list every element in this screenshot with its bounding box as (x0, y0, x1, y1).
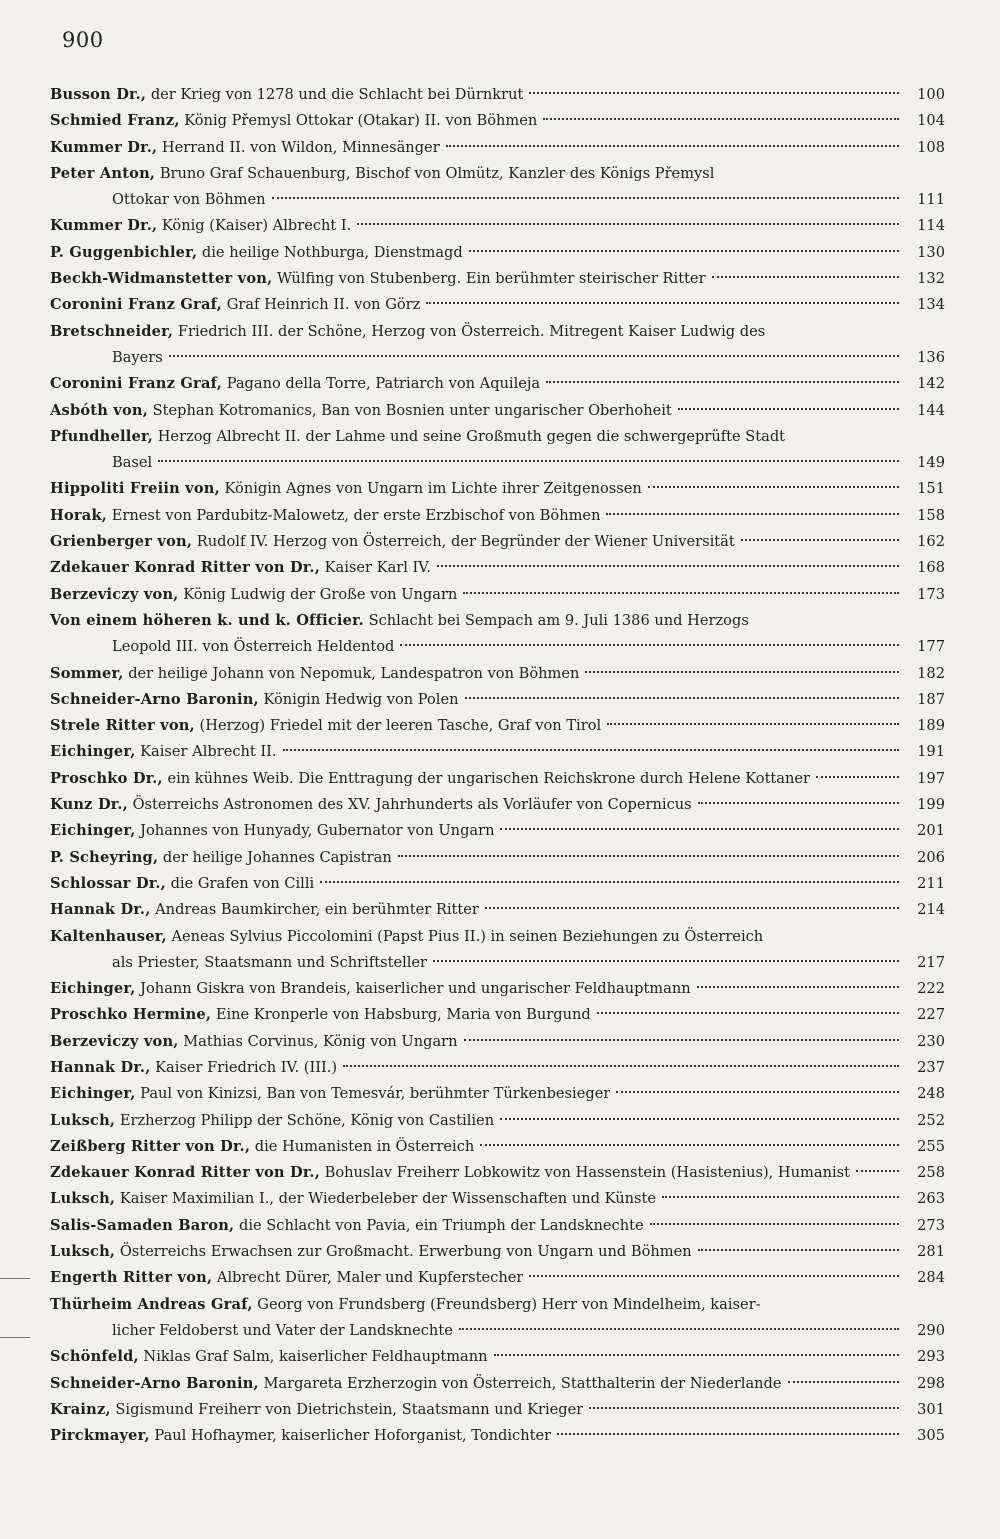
dot-leader (856, 1170, 899, 1172)
toc-author: Eichinger, (50, 980, 136, 998)
toc-title: Andreas Baumkircher, ein berühmter Ritter (155, 901, 479, 919)
toc-entry (50, 292, 945, 318)
toc-entry-first-line (50, 845, 945, 871)
toc-author: Von einem höheren k. und k. Officier. (50, 611, 364, 629)
dot-leader (437, 565, 899, 567)
toc-page-number: 201 (917, 822, 945, 840)
dot-leader (500, 828, 899, 830)
toc-entry (50, 608, 945, 661)
toc-entry (50, 1002, 945, 1028)
dot-leader (480, 1144, 899, 1146)
toc-entry-first-line (50, 1002, 945, 1028)
toc-entry (50, 661, 945, 687)
dot-leader (606, 513, 899, 515)
toc-title: Johannes von Hunyady, Gubernator von Ungarn (140, 822, 495, 840)
toc-title: Herzog Albrecht II. der Lahme und seine Großmuth gegen die schwergeprüfte Stadt (157, 427, 786, 445)
toc-entry (50, 1108, 945, 1134)
dot-leader (543, 118, 899, 120)
toc-entry-continuation (50, 345, 945, 371)
toc-page-number: 273 (917, 1216, 945, 1234)
toc-author: Kummer Dr., (50, 217, 158, 235)
toc-author: Busson Dr., (50, 86, 147, 103)
toc-page-number: 230 (917, 1032, 945, 1050)
toc-author: Berzeviczy von, (50, 1032, 179, 1050)
toc-entry-first-line (50, 897, 945, 923)
toc-entry (50, 687, 945, 713)
toc-entry-continuation (50, 634, 945, 660)
toc-author: Pfundheller, (50, 427, 154, 445)
toc-page-number: 290 (917, 1321, 945, 1339)
toc-author: Krainz, (50, 1400, 111, 1418)
toc-entry-continuation (50, 187, 945, 213)
toc-author: Kunz Dr., (50, 796, 128, 814)
toc-title: Österreichs Erwachsen zur Großmacht. Erwerbung von Ungarn und Böhmen (119, 1243, 692, 1261)
toc-author: Hannak Dr., (50, 1058, 151, 1076)
toc-entry-first-line (50, 739, 945, 765)
toc-entry (50, 1134, 945, 1160)
toc-entry (50, 792, 945, 818)
toc-page-number: 134 (917, 296, 945, 314)
toc-entry-first-line (50, 1134, 945, 1160)
toc-title: Sigismund Freiherr von Dietrichstein, Staatsmann und Krieger (115, 1400, 584, 1418)
toc-page-number: 149 (917, 454, 945, 472)
dot-leader (464, 1039, 899, 1041)
dot-leader (485, 907, 899, 909)
toc-entry (50, 398, 945, 424)
toc-entry-first-line (50, 476, 945, 502)
toc-entry-first-line (50, 1423, 945, 1449)
dot-leader (816, 776, 899, 778)
toc-page-number: 168 (917, 559, 945, 577)
toc-title: Bohuslav Freiherr Lobkowitz von Hassenstein (Hasistenius), Humanist (324, 1164, 851, 1182)
toc-title: Erzherzog Philipp der Schöne, König von Castilien (119, 1111, 495, 1129)
toc-title: Johann Giskra von Brandeis, kaiserlicher und ungarischer Feldhauptmann (140, 980, 691, 998)
toc-title: Georg von Frundsberg (Freundsberg) Herr von Mindelheim, kaiser- (257, 1295, 761, 1313)
toc-title: die Grafen von Cilli (170, 874, 315, 892)
toc-entry-continuation (50, 950, 945, 976)
toc-page-number: 217 (917, 953, 945, 971)
toc-title: Graf Heinrich II. von Görz (226, 296, 421, 314)
toc-author: Eichinger, (50, 743, 136, 761)
dot-leader (463, 592, 899, 594)
toc-page-number: 132 (917, 270, 945, 288)
dot-leader (546, 381, 899, 383)
toc-entry-first-line (50, 398, 945, 424)
dot-leader (698, 1249, 899, 1251)
toc-entry-first-line (50, 1292, 945, 1318)
toc-title: Rudolf IV. Herzog von Österreich, der Begründer der Wiener Universität (196, 533, 735, 551)
toc-author: Schneider-Arno Baronin, (50, 690, 259, 708)
toc-entry (50, 897, 945, 923)
toc-entry-continuation (50, 1318, 945, 1344)
toc-author: Hannak Dr., (50, 901, 151, 919)
toc-title: Schlacht bei Sempach am 9. Juli 1386 und Herzogs (368, 611, 749, 629)
toc-page-number: 114 (917, 217, 945, 235)
toc-page-number: 189 (917, 717, 945, 735)
toc-author: Zdekauer Konrad Ritter von Dr., (50, 1164, 320, 1182)
toc-title: (Herzog) Friedel mit der leeren Tasche, Graf von Tirol (199, 717, 602, 735)
toc-entry-first-line (50, 1213, 945, 1239)
toc-title: die heilige Nothburga, Dienstmagd (201, 243, 463, 261)
toc-entry-first-line (50, 608, 945, 634)
toc-page-number: 136 (917, 348, 945, 366)
toc-entry (50, 1371, 945, 1397)
toc-author: Thürheim Andreas Graf, (50, 1295, 253, 1313)
toc-page-number: 281 (917, 1243, 945, 1261)
dot-leader (272, 197, 900, 199)
toc-entry (50, 976, 945, 1002)
toc-entry (50, 266, 945, 292)
toc-title: Leopold III. von Österreich Heldentod (112, 638, 395, 656)
toc-author: Kummer Dr., (50, 138, 158, 156)
toc-entry-first-line (50, 1055, 945, 1081)
dot-leader (283, 749, 899, 751)
toc-page-number: 158 (917, 506, 945, 524)
toc-author: P. Guggenbichler, (50, 243, 198, 261)
dot-leader (357, 223, 899, 225)
toc-entry (50, 1423, 945, 1449)
toc-title: König Přemysl Ottokar (Otakar) II. von Böhmen (184, 112, 538, 130)
toc-title: Eine Kronperle von Habsburg, Maria von Burgund (215, 1006, 591, 1024)
toc-entry (50, 1397, 945, 1423)
dot-leader (585, 671, 899, 673)
toc-entry-first-line (50, 582, 945, 608)
dot-leader (446, 145, 899, 147)
toc-title: Margareta Erzherzogin von Österreich, Statthalterin der Niederlande (263, 1374, 782, 1392)
toc-title: der heilige Johann von Nepomuk, Landespatron von Böhmen (128, 664, 580, 682)
toc-author: Proschko Dr., (50, 769, 163, 787)
dot-leader (459, 1328, 899, 1330)
toc-title: Albrecht Dürer, Maler und Kupferstecher (216, 1269, 524, 1287)
toc-entry (50, 371, 945, 397)
dot-leader (662, 1196, 899, 1198)
toc-entry-first-line (50, 1344, 945, 1370)
toc-entry (50, 713, 945, 739)
toc-author: Luksch, (50, 1190, 116, 1208)
toc-entry (50, 1344, 945, 1370)
dot-leader (607, 723, 899, 725)
toc-author: Kaltenhauser, (50, 927, 167, 945)
toc-title: Wülfing von Stubenberg. Ein berühmter steirischer Ritter (277, 270, 706, 288)
toc-entry-first-line (50, 292, 945, 318)
toc-entry-first-line (50, 1186, 945, 1212)
toc-entry (50, 1186, 945, 1212)
toc-entry-first-line (50, 661, 945, 687)
dot-leader (398, 855, 899, 857)
toc-title: Friedrich III. der Schöne, Herzog von Österreich. Mitregent Kaiser Ludwig des (177, 322, 766, 340)
toc-author: Schmied Franz, (50, 112, 180, 130)
toc-author: Eichinger, (50, 1085, 136, 1103)
toc-author: Berzeviczy von, (50, 585, 179, 603)
toc-page-number: 211 (917, 874, 945, 892)
toc-title: Österreichs Astronomen des XV. Jahrhunderts als Vorläufer von Copernicus (132, 796, 692, 814)
toc-entry (50, 1029, 945, 1055)
toc-author: Eichinger, (50, 822, 136, 840)
dot-leader (529, 92, 899, 94)
toc-entry-first-line (50, 213, 945, 239)
toc-page-number: 284 (917, 1269, 945, 1287)
toc-title: Ottokar von Böhmen (112, 191, 266, 209)
toc-author: Luksch, (50, 1111, 116, 1129)
dot-leader (433, 960, 899, 962)
toc-title: Bruno Graf Schauenburg, Bischof von Olmütz, Kanzler des Königs Přemysl (159, 164, 715, 182)
toc-author: Grienberger von, (50, 533, 193, 551)
toc-page-number: 151 (917, 480, 945, 498)
toc-author: Schönfeld, (50, 1348, 139, 1366)
dot-leader (697, 986, 899, 988)
toc-entry-first-line (50, 1029, 945, 1055)
toc-author: Peter Anton, (50, 164, 156, 182)
dot-leader (529, 1275, 899, 1277)
toc-entry (50, 1213, 945, 1239)
toc-page-number: 293 (917, 1348, 945, 1366)
toc-entry-first-line (50, 319, 945, 345)
toc-page-number: 111 (917, 191, 945, 209)
toc-page-number: 100 (917, 86, 945, 103)
toc-author: Bretschneider, (50, 322, 174, 340)
toc-page-number: 252 (917, 1111, 945, 1129)
toc-author: Zdekauer Konrad Ritter von Dr., (50, 559, 320, 577)
toc-entry (50, 529, 945, 555)
toc-entry-first-line (50, 871, 945, 897)
dot-leader (678, 408, 899, 410)
toc-author: Coronini Franz Graf, (50, 296, 223, 314)
toc-title: Pagano della Torre, Patriarch von Aquileja (226, 375, 541, 393)
toc-entry-first-line (50, 161, 945, 187)
dot-leader (788, 1381, 899, 1383)
toc-entry-first-line (50, 529, 945, 555)
toc-title: die Humanisten in Österreich (254, 1137, 475, 1155)
dot-leader (426, 302, 899, 304)
page-number: 900 (62, 28, 104, 52)
toc-page-number: 177 (917, 638, 945, 656)
toc-author: Luksch, (50, 1243, 116, 1261)
toc-entry-first-line (50, 240, 945, 266)
toc-title: Königin Agnes von Ungarn im Lichte ihrer Zeitgenossen (224, 480, 642, 498)
toc-entry (50, 1292, 945, 1345)
dot-leader (597, 1012, 899, 1014)
toc-entry (50, 1055, 945, 1081)
toc-entry-first-line (50, 555, 945, 581)
toc-author: Schlossar Dr., (50, 874, 166, 892)
toc-title: als Priester, Staatsmann und Schriftsteller (112, 953, 428, 971)
toc-page-number: 144 (917, 401, 945, 419)
dot-leader (698, 802, 899, 804)
dot-leader (494, 1354, 899, 1356)
toc-title: König (Kaiser) Albrecht I. (161, 217, 352, 235)
toc-page-number: 173 (917, 585, 945, 603)
toc-title: Königin Hedwig von Polen (263, 690, 459, 708)
toc-page-number: 298 (917, 1374, 945, 1392)
toc-entry-first-line (50, 687, 945, 713)
toc-title: Niklas Graf Salm, kaiserlicher Feldhauptmann (143, 1348, 488, 1366)
toc-author: Strele Ritter von, (50, 717, 195, 735)
toc-page-number: 222 (917, 980, 945, 998)
toc-entry (50, 582, 945, 608)
toc-entry (50, 503, 945, 529)
toc-entry (50, 871, 945, 897)
toc-entry-first-line (50, 1371, 945, 1397)
toc-title: Stephan Kotromanics, Ban von Bosnien unter ungarischer Oberhoheit (152, 401, 672, 419)
toc-page-number: 248 (917, 1085, 945, 1103)
toc-title: die Schlacht von Pavia, ein Triumph der Landsknechte (238, 1216, 644, 1234)
toc-page-number: 197 (917, 769, 945, 787)
toc-entry-first-line (50, 266, 945, 292)
dot-leader (589, 1407, 899, 1409)
toc-entry-first-line (50, 1081, 945, 1107)
toc-entry (50, 319, 945, 372)
toc-title: der heilige Johannes Capistran (162, 848, 392, 866)
toc-page-number: 104 (917, 112, 945, 130)
toc-page-number: 199 (917, 796, 945, 814)
dot-leader (557, 1433, 899, 1435)
toc-title: Aeneas Sylvius Piccolomini (Papst Pius II.) in seinen Beziehungen zu Österreich (171, 927, 764, 945)
toc-author: Hippoliti Freiin von, (50, 480, 220, 498)
dot-leader (343, 1065, 899, 1067)
toc-entry (50, 240, 945, 266)
toc-entry-first-line (50, 976, 945, 1002)
toc-title: Mathias Corvinus, König von Ungarn (183, 1032, 458, 1050)
toc-entry-first-line (50, 82, 945, 108)
toc-entry (50, 135, 945, 161)
toc-author: Salis-Samaden Baron, (50, 1216, 235, 1234)
toc-entry-first-line (50, 713, 945, 739)
toc-page-number: 305 (917, 1427, 945, 1445)
dot-leader (465, 697, 900, 699)
toc-author: Proschko Hermine, (50, 1006, 212, 1024)
toc-entry-first-line (50, 108, 945, 134)
toc-title: Bayers (112, 348, 163, 366)
toc-entry-first-line (50, 818, 945, 844)
toc-title: Kaiser Karl IV. (324, 559, 431, 577)
toc-page-number: 187 (917, 690, 945, 708)
toc-author: Engerth Ritter von, (50, 1269, 213, 1287)
toc-title: Basel (112, 454, 153, 472)
dot-leader (400, 644, 899, 646)
toc-entry (50, 1160, 945, 1186)
toc-title: Ernest von Pardubitz-Malowetz, der erste Erzbischof von Böhmen (111, 506, 601, 524)
dot-leader (616, 1091, 899, 1093)
toc-entry-first-line (50, 1397, 945, 1423)
toc-entry (50, 161, 945, 214)
toc-entry (50, 1081, 945, 1107)
toc-title: der Krieg von 1278 und die Schlacht bei Dürnkrut (150, 86, 524, 103)
toc-page-number: 227 (917, 1006, 945, 1024)
toc-entry (50, 766, 945, 792)
toc-entry-first-line (50, 792, 945, 818)
toc-page-number: 182 (917, 664, 945, 682)
toc-title: Paul von Kinizsi, Ban von Temesvár, berühmter Türkenbesieger (140, 1085, 611, 1103)
dot-leader (169, 355, 899, 357)
toc-entry-first-line (50, 766, 945, 792)
toc-title: licher Feldoberst und Vater der Landsknechte (112, 1321, 453, 1339)
toc-entry-first-line (50, 924, 945, 950)
toc-title: Herrand II. von Wildon, Minnesänger (161, 138, 440, 156)
toc-author: Asbóth von, (50, 401, 149, 419)
toc-author: Sommer, (50, 664, 124, 682)
table-of-contents (50, 82, 945, 1449)
toc-entry-first-line (50, 1160, 945, 1186)
toc-page-number: 108 (917, 138, 945, 156)
toc-entry-first-line (50, 503, 945, 529)
toc-entry-continuation (50, 450, 945, 476)
toc-entry (50, 818, 945, 844)
toc-entry (50, 845, 945, 871)
toc-title: Kaiser Maximilian I., der Wiederbeleber der Wissenschaften und Künste (119, 1190, 656, 1208)
toc-entry-first-line (50, 1108, 945, 1134)
dot-leader (650, 1223, 899, 1225)
dot-leader (469, 250, 899, 252)
toc-entry (50, 213, 945, 239)
toc-author: Schneider-Arno Baronin, (50, 1374, 259, 1392)
toc-title: Kaiser Friedrich IV. (III.) (155, 1058, 338, 1076)
toc-entry (50, 924, 945, 977)
toc-title: ein kühnes Weib. Die Enttragung der ungarischen Reichskrone durch Helene Kottaner (167, 769, 811, 787)
toc-author: Zeißberg Ritter von Dr., (50, 1137, 251, 1155)
dot-leader (741, 539, 899, 541)
dot-leader (500, 1118, 899, 1120)
dot-leader (158, 460, 899, 462)
toc-page-number: 206 (917, 848, 945, 866)
toc-entry-first-line (50, 135, 945, 161)
toc-title: König Ludwig der Große von Ungarn (183, 585, 458, 603)
toc-author: Beckh-Widmanstetter von, (50, 270, 273, 288)
toc-title: Kaiser Albrecht II. (140, 743, 277, 761)
toc-entry-first-line (50, 1265, 945, 1291)
toc-entry (50, 476, 945, 502)
toc-title: Paul Hofhaymer, kaiserlicher Hoforganist, Tondichter (154, 1427, 552, 1445)
toc-page-number: 191 (917, 743, 945, 761)
toc-page-number: 301 (917, 1400, 945, 1418)
toc-page-number: 162 (917, 533, 945, 551)
toc-entry (50, 82, 945, 108)
toc-entry (50, 1265, 945, 1291)
toc-entry (50, 739, 945, 765)
toc-author: Horak, (50, 506, 108, 524)
toc-entry (50, 424, 945, 477)
toc-author: Pirckmayer, (50, 1427, 150, 1445)
toc-entry (50, 555, 945, 581)
toc-page-number: 237 (917, 1058, 945, 1076)
margin-mark (0, 1278, 30, 1279)
toc-page-number: 263 (917, 1190, 945, 1208)
margin-mark (0, 1337, 30, 1338)
dot-leader (648, 486, 899, 488)
toc-page-number: 214 (917, 901, 945, 919)
dot-leader (712, 276, 899, 278)
toc-entry-first-line (50, 424, 945, 450)
toc-author: P. Scheyring, (50, 848, 159, 866)
toc-entry-first-line (50, 1239, 945, 1265)
dot-leader (320, 881, 899, 883)
toc-page-number: 130 (917, 243, 945, 261)
toc-page-number: 255 (917, 1137, 945, 1155)
toc-page-number: 142 (917, 375, 945, 393)
toc-entry (50, 108, 945, 134)
toc-entry (50, 1239, 945, 1265)
toc-entry-first-line (50, 371, 945, 397)
toc-page-number: 258 (917, 1164, 945, 1182)
toc-author: Coronini Franz Graf, (50, 375, 223, 393)
